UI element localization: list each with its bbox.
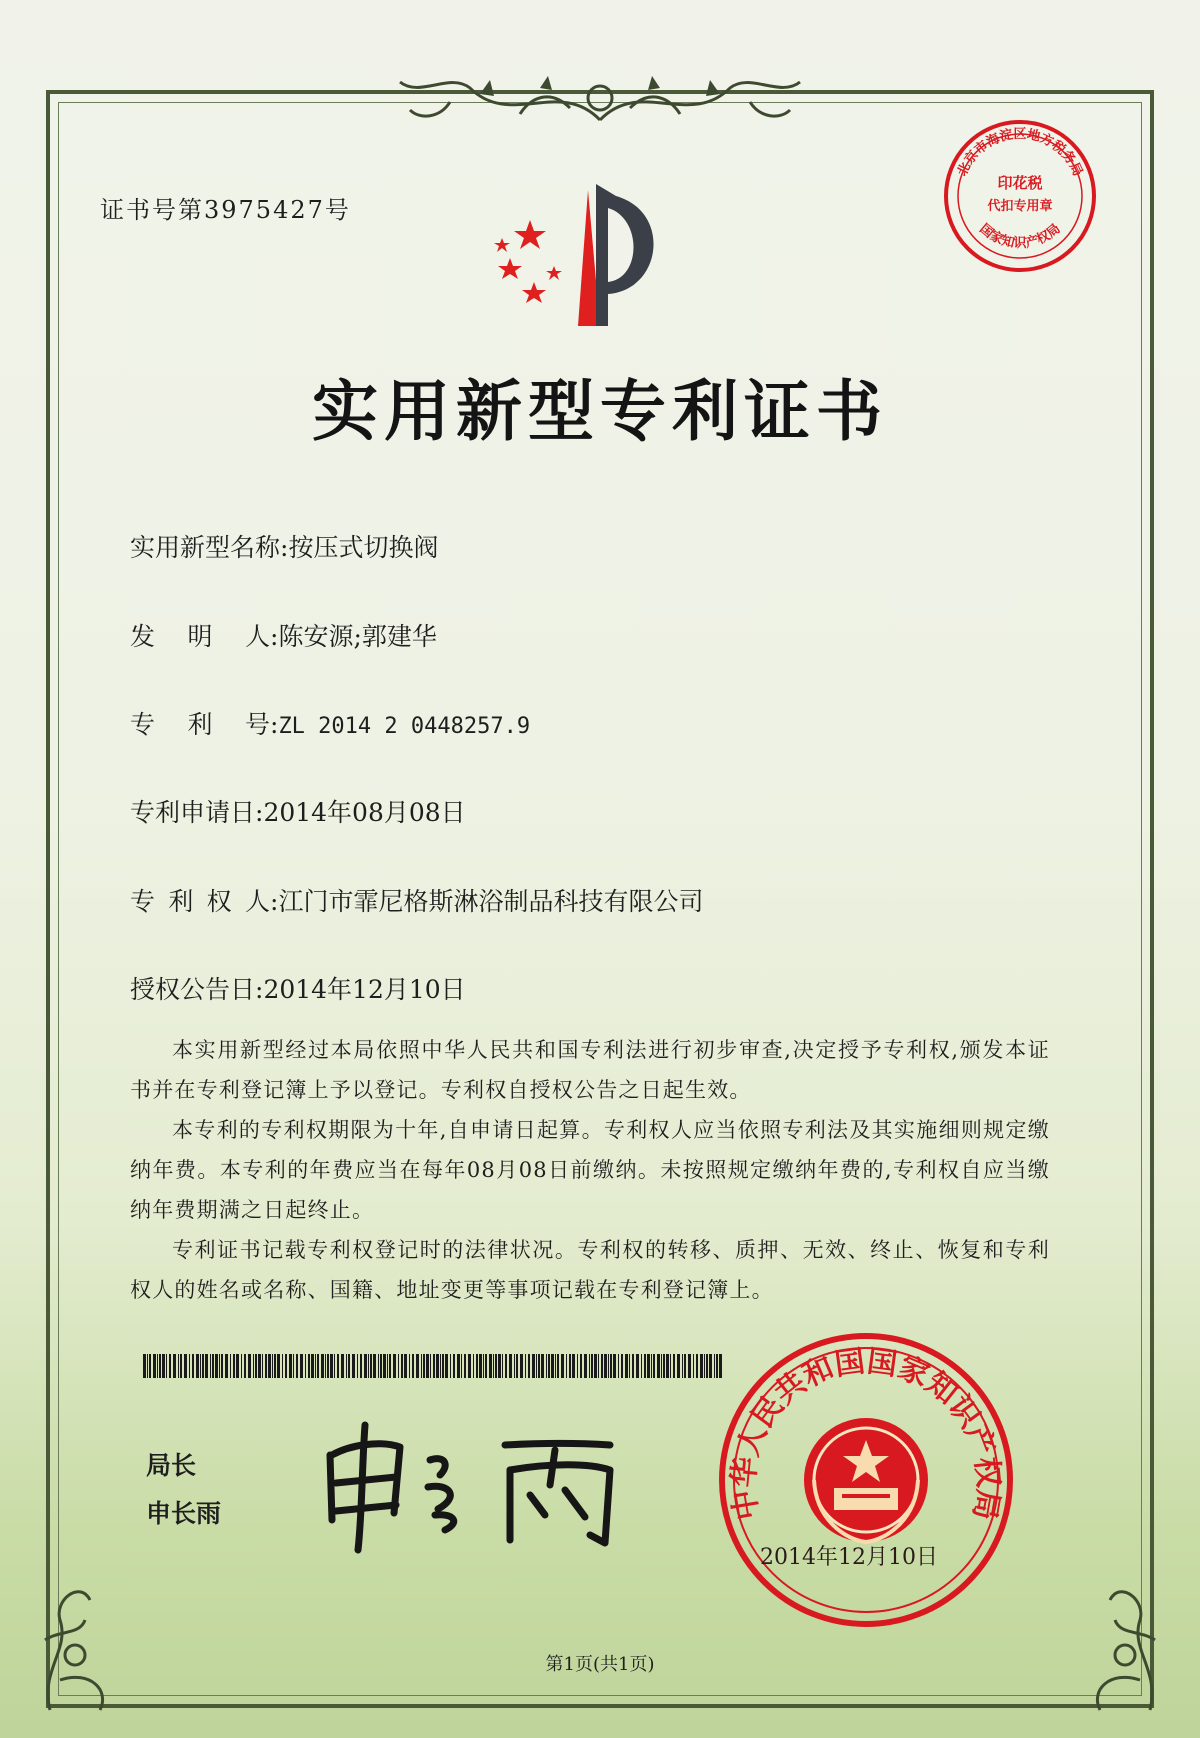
barcode-bar: [364, 1354, 367, 1378]
barcode-bar: [421, 1354, 422, 1378]
barcode-bar: [348, 1354, 350, 1378]
barcode-bar: [248, 1354, 251, 1378]
barcode-bar: [380, 1354, 382, 1378]
official-seal-ring-text: 中华人民共和国国家知识产权局: [726, 1344, 1006, 1523]
director-signature: [310, 1405, 650, 1555]
barcode-bar: [315, 1354, 316, 1378]
field-name-label: 实用新型名称:: [130, 533, 289, 562]
barcode-bar: [244, 1354, 246, 1378]
barcode-bar: [663, 1354, 665, 1378]
barcode-bar: [149, 1354, 151, 1378]
certificate-title: 实用新型专利证书: [312, 372, 888, 450]
barcode-bar: [282, 1354, 283, 1378]
barcode-bar: [476, 1354, 478, 1378]
barcode-bar: [157, 1354, 158, 1378]
barcode-bar: [505, 1354, 507, 1378]
barcode-bar: [610, 1354, 612, 1378]
barcode-bar: [325, 1354, 326, 1378]
barcode-bar: [258, 1354, 261, 1378]
barcode-bar: [236, 1354, 239, 1378]
barcode-bar: [393, 1354, 396, 1378]
barcode-bar: [416, 1354, 419, 1378]
barcode-bar: [516, 1354, 518, 1378]
barcode-bar: [192, 1354, 194, 1378]
barcode-bar: [684, 1354, 686, 1378]
field-filing-date-label: 专利申请日:: [130, 798, 264, 827]
barcode-bar: [341, 1354, 344, 1378]
page-number: 第1页(共1页): [545, 1654, 655, 1675]
barcode-bar: [561, 1354, 564, 1378]
barcode-bar: [704, 1354, 705, 1378]
barcode-bar: [502, 1354, 503, 1378]
barcode-bar: [221, 1354, 223, 1378]
barcode-bar: [569, 1354, 571, 1378]
barcode-bar: [706, 1354, 708, 1378]
barcode-bar: [265, 1354, 267, 1378]
barcode-bar: [300, 1354, 303, 1378]
barcode-bar: [225, 1354, 228, 1378]
barcode-bar: [370, 1354, 372, 1378]
barcode-bar: [189, 1354, 190, 1378]
barcode-bar: [166, 1354, 167, 1378]
barcode-bar: [673, 1354, 675, 1378]
barcode-bar: [360, 1354, 362, 1378]
barcode-bar: [169, 1354, 171, 1378]
barcode-bar: [409, 1354, 410, 1378]
barcode-bar: [293, 1354, 294, 1378]
barcode-bar: [159, 1354, 161, 1378]
barcode-bar: [202, 1354, 204, 1378]
barcode-bar: [268, 1354, 271, 1378]
barcode: [143, 1354, 723, 1378]
official-seal-date: 2014年12月10日: [760, 1545, 938, 1570]
barcode-bar: [709, 1354, 712, 1378]
barcode-bar: [450, 1354, 451, 1378]
barcode-bar: [433, 1354, 435, 1378]
barcode-bar: [514, 1354, 515, 1378]
barcode-bar: [327, 1354, 329, 1378]
barcode-bar: [613, 1354, 616, 1378]
barcode-bar: [423, 1354, 425, 1378]
barcode-bar: [317, 1354, 319, 1378]
field-name-value: 按压式切换阀: [288, 533, 439, 562]
barcode-bar: [285, 1354, 287, 1378]
field-filing-date-value: 2014年08月08日: [263, 798, 466, 827]
barcode-bar: [551, 1354, 554, 1378]
barcode-bar: [584, 1354, 587, 1378]
barcode-bar: [383, 1354, 386, 1378]
barcode-bar: [693, 1354, 694, 1378]
barcode-bar: [566, 1354, 567, 1378]
field-patentee: 专 利 权 人 :江门市霏尼格斯淋浴制品科技有限公司: [130, 882, 703, 918]
barcode-bar: [219, 1354, 220, 1378]
field-filing-date: [130, 793, 466, 829]
barcode-bar: [464, 1354, 466, 1378]
field-grant-date-value: 2014年12月10日: [263, 975, 466, 1004]
barcode-bar: [311, 1354, 314, 1378]
barcode-bar: [528, 1354, 530, 1378]
barcode-bar: [412, 1354, 414, 1378]
barcode-bar: [520, 1354, 523, 1378]
barcode-bar: [178, 1354, 179, 1378]
barcode-bar: [483, 1354, 484, 1378]
barcode-bar: [255, 1354, 257, 1378]
barcode-bar: [625, 1354, 628, 1378]
tax-stamp-line1: 印花税: [997, 174, 1043, 192]
field-patent-number-value: ZL 2014 2 0448257.9: [278, 714, 531, 739]
barcode-bar: [173, 1354, 176, 1378]
barcode-bar: [289, 1354, 292, 1378]
body-paragraph-2: 本专利的专利权期限为十年,自申请日起算。专利权人应当依照专利法及其实施细则规定缴纳年费。本专利的年费应当在每年08月08日前缴纳。未按照规定缴纳年费的,专利权自应当缴纳年费期满之日起终止。: [130, 1118, 1050, 1222]
barcode-bar: [489, 1354, 492, 1378]
barcode-bar: [621, 1354, 623, 1378]
barcode-bar: [253, 1354, 254, 1378]
barcode-bar: [346, 1354, 347, 1378]
certificate-body: [130, 1030, 1050, 1310]
barcode-bar: [577, 1354, 578, 1378]
barcode-bar: [147, 1354, 148, 1378]
field-grant-date: [130, 970, 466, 1006]
barcode-bar: [241, 1354, 242, 1378]
barcode-bar: [598, 1354, 599, 1378]
barcode-bar: [212, 1354, 214, 1378]
barcode-bar: [272, 1354, 273, 1378]
barcode-bar: [479, 1354, 482, 1378]
barcode-bar: [143, 1354, 146, 1378]
barcode-bar: [461, 1354, 462, 1378]
body-paragraph-3: 专利证书记载专利权登记时的法律状况。专利权的转移、质押、无效、终止、恢复和专利权人的姓名或名称、国籍、地址变更等事项记载在专利登记簿上。: [130, 1238, 1050, 1302]
barcode-bar: [536, 1354, 537, 1378]
barcode-bar: [498, 1354, 501, 1378]
barcode-bar: [262, 1354, 263, 1378]
barcode-bar: [321, 1354, 324, 1378]
barcode-bar: [700, 1354, 703, 1378]
field-patentee-label: 专 利 权 人: [130, 887, 270, 916]
barcode-bar: [352, 1354, 355, 1378]
barcode-bar: [485, 1354, 487, 1378]
barcode-bar: [580, 1354, 582, 1378]
barcode-bar: [629, 1354, 630, 1378]
barcode-bar: [618, 1354, 619, 1378]
barcode-bar: [368, 1354, 369, 1378]
barcode-bar: [277, 1354, 280, 1378]
director-name: 申长雨: [146, 1499, 222, 1528]
barcode-bar: [404, 1354, 407, 1378]
barcode-bar: [308, 1354, 310, 1378]
barcode-bar: [296, 1354, 298, 1378]
field-utility-model-name: [130, 528, 438, 564]
barcode-bar: [546, 1354, 547, 1378]
barcode-bar: [541, 1354, 544, 1378]
barcode-bar: [696, 1354, 698, 1378]
barcode-bar: [200, 1354, 201, 1378]
barcode-bar: [378, 1354, 379, 1378]
barcode-bar: [153, 1354, 156, 1378]
barcode-bar: [555, 1354, 556, 1378]
body-paragraph-1: 本实用新型经过本局依照中华人民共和国专利法进行初步审查,决定授予专利权,颁发本证书并在专利登记簿上予以登记。专利权自授权公告之日起生效。: [130, 1038, 1050, 1102]
field-inventor-value: 陈安源;郭建华: [278, 622, 437, 651]
barcode-bar: [657, 1354, 660, 1378]
barcode-bar: [636, 1354, 639, 1378]
barcode-bar: [426, 1354, 429, 1378]
barcode-bar: [714, 1354, 715, 1378]
barcode-bar: [604, 1354, 607, 1378]
barcode-bar: [457, 1354, 460, 1378]
barcode-bar: [661, 1354, 662, 1378]
barcode-bar: [274, 1354, 276, 1378]
tax-stamp-bottom-text: 国家知识产权局: [976, 221, 1064, 252]
barcode-bar: [666, 1354, 669, 1378]
barcode-bar: [180, 1354, 182, 1378]
barcode-bar: [493, 1354, 494, 1378]
field-inventor-label: 发 明 人: [130, 622, 270, 651]
barcode-bar: [445, 1354, 448, 1378]
bottom-left-ornament: [30, 1560, 140, 1720]
barcode-bar: [442, 1354, 444, 1378]
barcode-bar: [215, 1354, 218, 1378]
top-ornament: [390, 58, 810, 138]
patent-office-emblem-icon: [492, 178, 702, 338]
barcode-bar: [162, 1354, 165, 1378]
barcode-bar: [651, 1354, 652, 1378]
barcode-bar: [473, 1354, 474, 1378]
barcode-bar: [401, 1354, 403, 1378]
barcode-bar: [468, 1354, 471, 1378]
barcode-bar: [389, 1354, 391, 1378]
barcode-bar: [653, 1354, 655, 1378]
barcode-bar: [440, 1354, 441, 1378]
barcode-bar: [230, 1354, 231, 1378]
field-inventor: 发 明 人 :陈安源;郭建华: [130, 617, 437, 653]
field-patent-number: 专 利 号 :ZL 2014 2 0448257.9: [130, 705, 530, 741]
barcode-bar: [548, 1354, 550, 1378]
barcode-bar: [601, 1354, 603, 1378]
barcode-bar: [532, 1354, 535, 1378]
barcode-bar: [589, 1354, 590, 1378]
barcode-bar: [233, 1354, 235, 1378]
tax-stamp-ring-text: 北京市海淀区地方税务局: [954, 127, 1086, 179]
barcode-bar: [495, 1354, 497, 1378]
field-patentee-value: 江门市霏尼格斯淋浴制品科技有限公司: [278, 887, 704, 916]
field-grant-date-label: 授权公告日:: [130, 975, 264, 1004]
barcode-bar: [453, 1354, 455, 1378]
svg-text:国家知识产权局: [976, 221, 1063, 252]
tax-stamp: [940, 116, 1100, 276]
barcode-bar: [525, 1354, 526, 1378]
barcode-bar: [670, 1354, 671, 1378]
official-seal: [716, 1330, 1016, 1630]
barcode-bar: [682, 1354, 683, 1378]
barcode-bar: [688, 1354, 691, 1378]
barcode-bar: [641, 1354, 642, 1378]
barcode-bar: [210, 1354, 211, 1378]
certificate-number: 证书号第3975427号: [100, 196, 351, 224]
barcode-bar: [205, 1354, 208, 1378]
barcode-bar: [330, 1354, 333, 1378]
barcode-bar: [305, 1354, 306, 1378]
barcode-bar: [591, 1354, 593, 1378]
barcode-bar: [184, 1354, 187, 1378]
barcode-bar: [334, 1354, 335, 1378]
svg-text:北京市海淀区地方税务局: [955, 126, 1085, 179]
barcode-bar: [387, 1354, 388, 1378]
barcode-bar: [436, 1354, 439, 1378]
barcode-bar: [430, 1354, 431, 1378]
barcode-bar: [196, 1354, 199, 1378]
barcode-bar: [644, 1354, 646, 1378]
field-patent-number-label: 专 利 号: [130, 710, 270, 739]
tax-stamp-line2: 代扣专用章: [987, 199, 1053, 214]
barcode-bar: [557, 1354, 559, 1378]
bottom-right-ornament: [1060, 1560, 1170, 1720]
barcode-bar: [398, 1354, 399, 1378]
barcode-bar: [632, 1354, 634, 1378]
barcode-bar: [509, 1354, 512, 1378]
barcode-bar: [538, 1354, 540, 1378]
barcode-bar: [337, 1354, 339, 1378]
director-title: 局长: [146, 1451, 197, 1480]
barcode-bar: [572, 1354, 575, 1378]
barcode-bar: [357, 1354, 358, 1378]
barcode-bar: [677, 1354, 680, 1378]
barcode-bar: [373, 1354, 376, 1378]
barcode-bar: [608, 1354, 609, 1378]
barcode-bar: [647, 1354, 650, 1378]
barcode-bar: [594, 1354, 597, 1378]
